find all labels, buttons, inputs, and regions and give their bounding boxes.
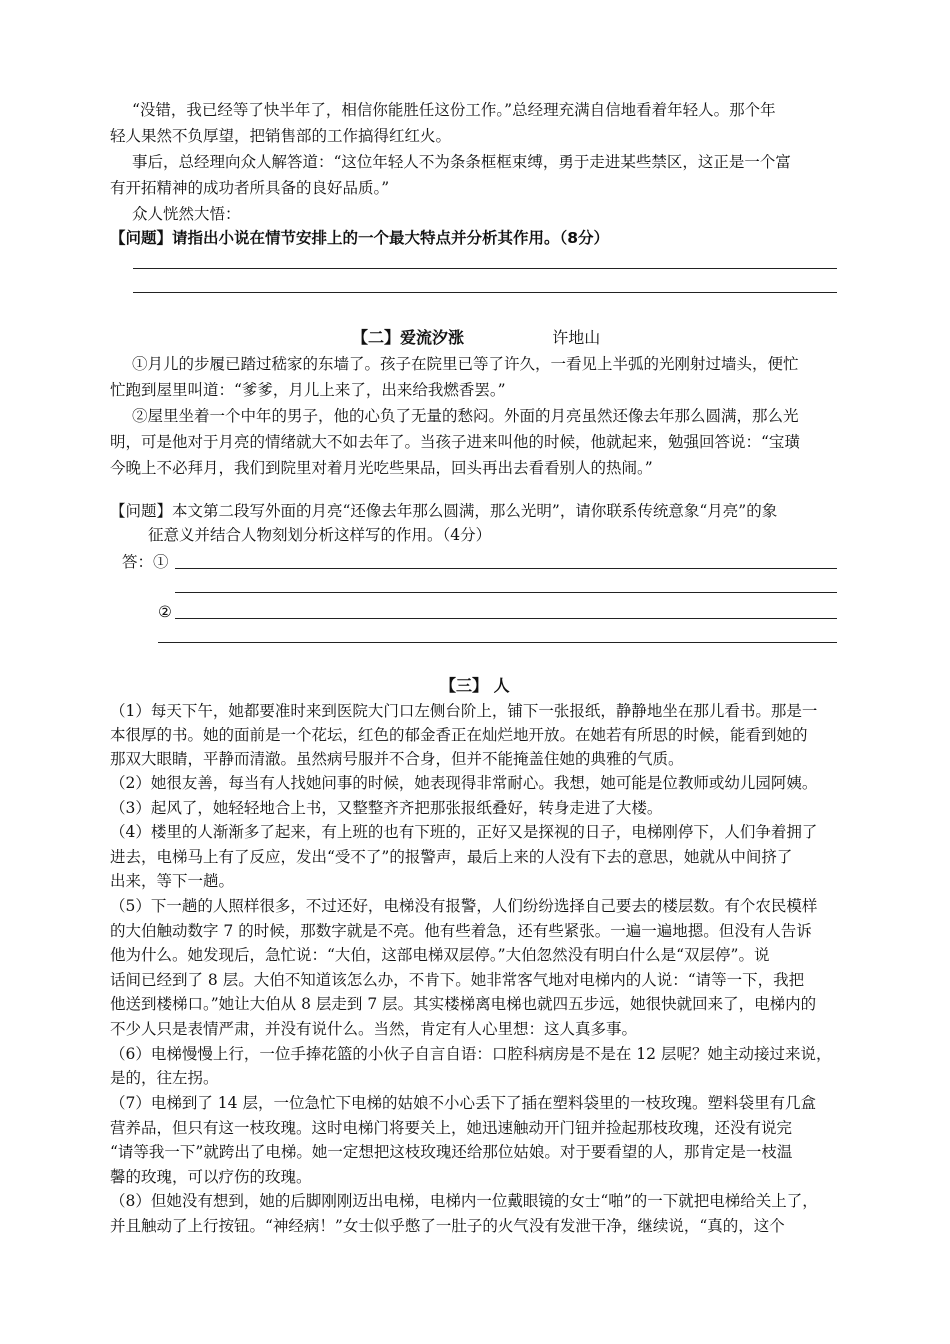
section3-line: （2）她很友善，每当有人找她问事的时候，她表现得非常耐心。我想，她可能是位教师或幼儿园阿姨。	[110, 774, 818, 792]
section3-line: （4）楼里的人渐渐多了起来，有上班的也有下班的，正好又是探视的日子，电梯刚停下，人们争着拥了	[110, 823, 818, 841]
answer-line	[133, 268, 837, 269]
answer-label-2: ②	[158, 603, 172, 621]
section3-line: 那双大眼睛，平静而清澈。虽然病号服并不合身，但并不能掩盖住她的典雅的气质。	[110, 750, 684, 768]
section3-line: 进去，电梯马上有了反应，发出“受不了”的报警声，最后上来的人没有下去的意思，她就从中间挤了	[110, 848, 793, 866]
section2-line: 明，可是他对于月亮的情绪就大不如去年了。当孩子进来叫他的时候，他就起来，勉强回答说：“宝璜	[110, 433, 800, 451]
section3-line: 他为什么。她发现后，急忙说：“大伯，这部电梯双层停。”大伯忽然没有明白什么是“双层停”。说	[110, 946, 770, 964]
section2-line: 今晚上不必拜月，我们到院里对着月光吃些果品，回头再出去看看别人的热闹。”	[110, 459, 653, 477]
section3-line: 营养品，但只有这一枝玫瑰。这时电梯门将要关上，她迅速触动开门钮并捡起那枝玫瑰，还没有说完	[110, 1119, 793, 1137]
section3-line: 并且触动了上行按钮。“神经病！”女士似乎憋了一肚子的火气没有发泄干净，继续说，“真的，这个	[110, 1217, 785, 1235]
section3-line: 本很厚的书。她的面前是一个花坛，红色的郁金香正在灿烂地开放。在她若有所思的时候，能看到她的	[110, 726, 808, 744]
answer-line	[133, 292, 837, 293]
answer-label-1: 答：①	[122, 553, 169, 571]
section3-line: 馨的玫瑰，可以疗伤的玫瑰。	[110, 1168, 312, 1186]
section3-line: “请等我一下”就跨出了电梯。她一定想把这枝玫瑰还给那位姑娘。对于要看望的人，那肯定是一枝温	[110, 1143, 793, 1161]
section3-line: （6）电梯慢慢上行，一位手捧花篮的小伙子自言自语：口腔科病房是不是在 12 层呢？她主动接过来说，	[110, 1045, 832, 1063]
answer-line	[175, 592, 837, 593]
section2-title-row	[352, 326, 600, 350]
section2-author: 许地山	[552, 328, 601, 347]
section2-question-cont: 征意义并结合人物刻划分析这样写的作用。（4分）	[148, 526, 492, 544]
section1-line: 轻人果然不负厚望，把销售部的工作搞得红红火。	[110, 127, 452, 145]
section1-line: “没错，我已经等了快半年了，相信你能胜任这份工作。”总经理充满自信地看着年轻人。那个年	[132, 101, 776, 119]
section2-line: ②屋里坐着一个中年的男子，他的心负了无量的愁闷。外面的月亮虽然还像去年那么圆满，那么光	[132, 407, 799, 425]
section3-line: （7）电梯到了 14 层，一位急忙下电梯的姑娘不小心丢下了插在塑料袋里的一枝玫瑰。塑料袋里有几盒	[110, 1094, 816, 1112]
section2-question: 【问题】本文第二段写外面的月亮“还像去年那么圆满，那么光明”，请你联系传统意象“月亮”的象	[110, 502, 778, 520]
section1-question: 【问题】请指出小说在情节安排上的一个最大特点并分析其作用。（8分）	[110, 229, 610, 247]
section3-line: 是的，往左拐。	[110, 1069, 219, 1087]
section3-line: 出来，等下一趟。	[110, 872, 235, 890]
section1-line: 众人恍然大悟：	[132, 205, 241, 223]
section3-line: 不少人只是表情严肃，并没有说什么。当然，肯定有人心里想：这人真多事。	[110, 1020, 638, 1038]
section3-line: 他送到楼梯口。”她让大伯从 8 层走到 7 层。其实楼梯离电梯也就四五步远，她很快就回来了，电梯内的	[110, 995, 817, 1013]
section1-line: 有开拓精神的成功者所具备的良好品质。”	[110, 179, 390, 197]
section3-line: （5）下一趟的人照样很多，不过还好，电梯没有报警，人们纷纷选择自己要去的楼层数。有个农民模样	[110, 897, 818, 915]
section3-line: （1）每天下午，她都要准时来到医院大门口左侧台阶上，铺下一张报纸，静静地坐在那儿看书。那是一	[110, 702, 818, 720]
section3-line: （3）起风了，她轻轻地合上书，又整整齐齐把那张报纸叠好，转身走进了大楼。	[110, 799, 663, 817]
answer-line	[158, 642, 837, 643]
section2-title: 【二】爱流汐涨	[352, 328, 465, 347]
section3-line: 的大伯触动数字 7 的时候，那数字就是不亮。他有些着急，还有些紧张。一遍一遍地摁。但没有人告诉	[110, 922, 812, 940]
section3-line: 话间已经到了 8 层。大伯不知道该怎么办，不肯下。她非常客气地对电梯内的人说：“请等一下，我把	[110, 971, 805, 989]
answer-line	[175, 568, 837, 569]
section2-line: 忙跑到屋里叫道：“爹爹，月儿上来了，出来给我燃香罢。”	[110, 381, 506, 399]
section3-title: 【三】 人	[440, 676, 510, 695]
section1-line: 事后，总经理向众人解答道：“这位年轻人不为条条框框束缚，勇于走进某些禁区，这正是一个富	[132, 153, 791, 171]
answer-line	[175, 618, 837, 619]
section2-line: ①月儿的步履已踏过嵇家的东墙了。孩子在院里已等了许久，一看见上半弧的光刚射过墙头，便忙	[132, 355, 799, 373]
section3-line: （8）但她没有想到，她的后脚刚刚迈出电梯，电梯内一位戴眼镜的女士“啪”的一下就把电梯给关上了，	[110, 1192, 818, 1210]
